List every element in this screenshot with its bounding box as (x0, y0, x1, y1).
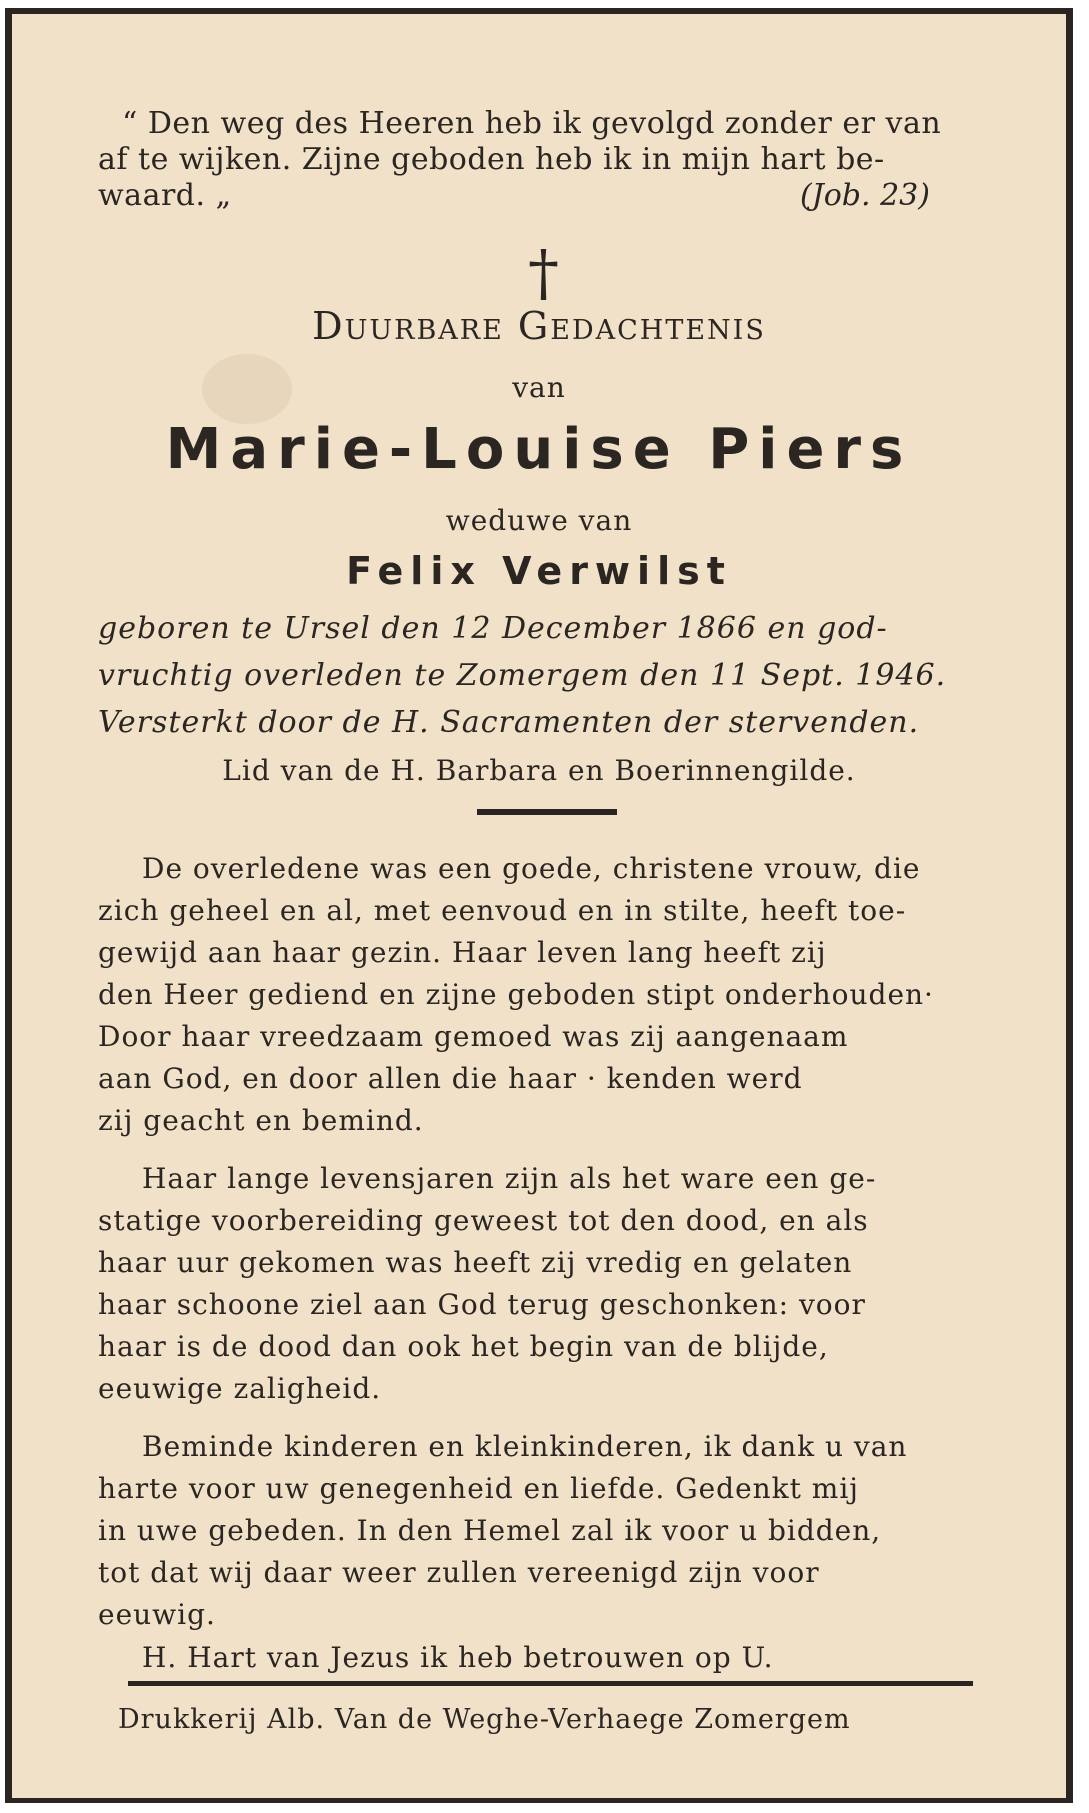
cross-icon: † (528, 236, 559, 309)
deceased-name: Marie-Louise Piers (165, 417, 913, 482)
quote-line-3: waard. „ (98, 178, 232, 213)
van-label: van (512, 371, 566, 404)
paragraph-1-line: aan God, en door allen die haar · kenden werd (98, 1062, 803, 1095)
paragraph-2-line: Haar lange levensjaren zijn als het ware een ge- (142, 1162, 877, 1195)
paragraph-1-line: den Heer gediend en zijne geboden stipt onderhouden· (98, 978, 934, 1011)
paragraph-3-line: in uwe gebeden. In den Hemel zal ik voor u bidden, (98, 1514, 882, 1547)
paragraph-2-line: haar is de dood dan ook het begin van de blijde, (98, 1330, 829, 1363)
details-line-1: geboren te Ursel den 12 December 1866 en god- (98, 611, 888, 646)
paragraph-2-line: statige voorbereiding geweest tot den dood, en als (98, 1204, 869, 1237)
paragraph-2-line: eeuwige zaligheid. (98, 1372, 382, 1405)
paragraph-3-line: Beminde kinderen en kleinkinderen, ik dank u van (142, 1430, 908, 1463)
details-line-3: Versterkt door de H. Sacramenten der stervenden. (98, 705, 920, 740)
printer-imprint: Drukkerij Alb. Van de Weghe-Verhaege Zomergem (118, 1704, 851, 1735)
details-line-4: Lid van de H. Barbara en Boerinnengilde. (222, 754, 856, 787)
heading-duurbare-gedachtenis: Duurbare Gedachtenis (312, 304, 766, 348)
long-divider (128, 1681, 973, 1686)
paragraph-3-line: eeuwig. (98, 1598, 216, 1631)
quote-reference: (Job. 23) (800, 178, 930, 213)
paragraph-1-line: Door haar vreedzaam gemoed was zij aangenaam (98, 1020, 849, 1053)
husband-name: Felix Verwilst (346, 549, 732, 593)
details-line-2: vruchtig overleden te Zomergem den 11 Sept. 1946. (98, 658, 947, 693)
prayer-line: H. Hart van Jezus ik heb betrouwen op U. (142, 1641, 774, 1674)
memorial-card (5, 8, 1073, 1803)
paragraph-1-line: zich geheel en al, met eenvoud en in stilte, heeft toe- (98, 894, 907, 927)
paragraph-1-line: gewijd aan haar gezin. Haar leven lang heeft zij (98, 936, 827, 969)
paragraph-3-line: harte voor uw genegenheid en liefde. Gedenkt mij (98, 1472, 859, 1505)
paragraph-1-line: zij geacht en bemind. (98, 1104, 424, 1137)
quote-line-1: “ Den weg des Heeren heb ik gevolgd zonder er van (122, 106, 942, 141)
paragraph-3-line: tot dat wij daar weer zullen vereenigd zijn voor (98, 1556, 820, 1589)
short-divider (477, 809, 617, 815)
paragraph-1-line: De overledene was een goede, christene vrouw, die (142, 852, 921, 885)
weduwe-van-label: weduwe van (445, 504, 633, 537)
quote-line-2: af te wijken. Zijne geboden heb ik in mijn hart be- (98, 142, 885, 177)
paragraph-2-line: haar schoone ziel aan God terug geschonken: voor (98, 1288, 866, 1321)
paragraph-2-line: haar uur gekomen was heeft zij vredig en gelaten (98, 1246, 853, 1279)
